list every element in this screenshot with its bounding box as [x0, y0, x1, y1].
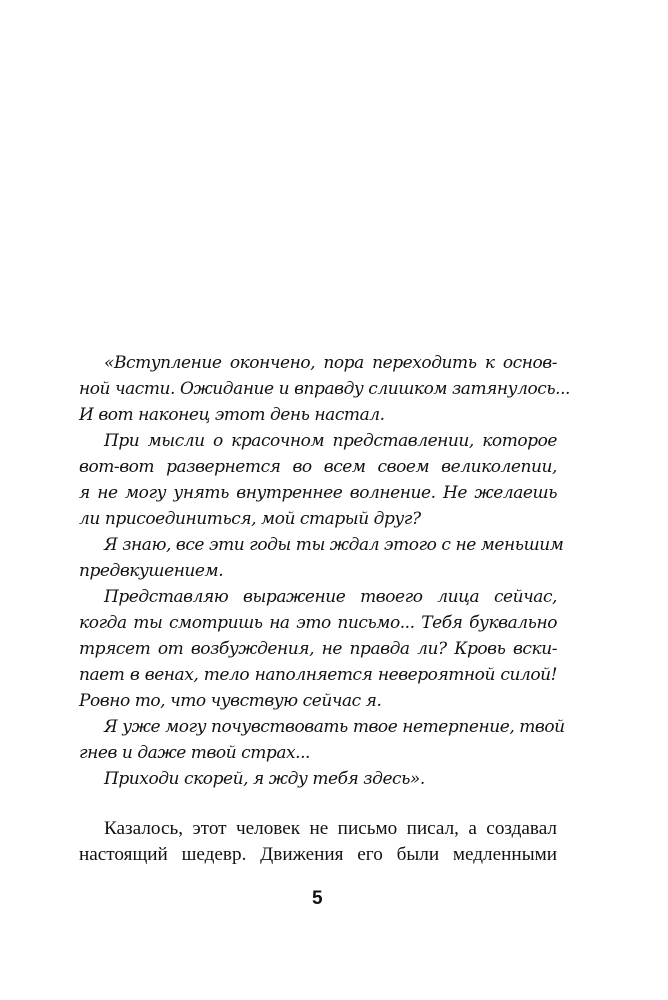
narrative-line: настоящий шедевр. Движения его были медленными	[79, 844, 557, 865]
letter-line: Представляю выражение твоего лица сейчас,	[104, 587, 557, 607]
letter-line: когда ты смотришь на это письмо... Тебя буквально	[79, 613, 557, 633]
letter-line: ной части. Ожидание и вправду слишком затянулось...	[79, 379, 570, 399]
letter-line: Приходи скорей, я жду тебя здесь».	[104, 769, 425, 789]
letter-line: предвкушением.	[79, 561, 224, 581]
letter-quote	[79, 350, 570, 792]
letter-line: При мысли о красочном представлении, которое	[104, 431, 557, 451]
letter-line: ли присоединиться, мой старый друг?	[79, 509, 421, 529]
letter-line: пает в венах, тело наполняется невероятной силой!	[79, 665, 557, 685]
letter-line: И вот наконец этот день настал.	[79, 405, 385, 425]
letter-line: я не могу унять внутреннее волнение. Не желаешь	[79, 483, 557, 503]
narrative-line: Казалось, этот человек не письмо писал, а создавал	[104, 818, 557, 839]
letter-line: «Вступление окончено, пора переходить к основ-	[104, 353, 557, 373]
letter-line: Ровно то, что чувствую сейчас я.	[79, 691, 382, 711]
letter-line: вот-вот развернется во всем своем великолепии,	[79, 457, 557, 477]
page-number: 5	[311, 888, 323, 909]
letter-line: гнев и даже твой страх...	[79, 743, 311, 763]
narrative-paragraph	[79, 816, 557, 868]
letter-line: трясет от возбуждения, не правда ли? Кровь вски-	[79, 639, 557, 659]
letter-line: Я знаю, все эти годы ты ждал этого с не меньшим	[104, 535, 564, 555]
letter-line: Я уже могу почувствовать твое нетерпение, твой	[104, 717, 565, 737]
